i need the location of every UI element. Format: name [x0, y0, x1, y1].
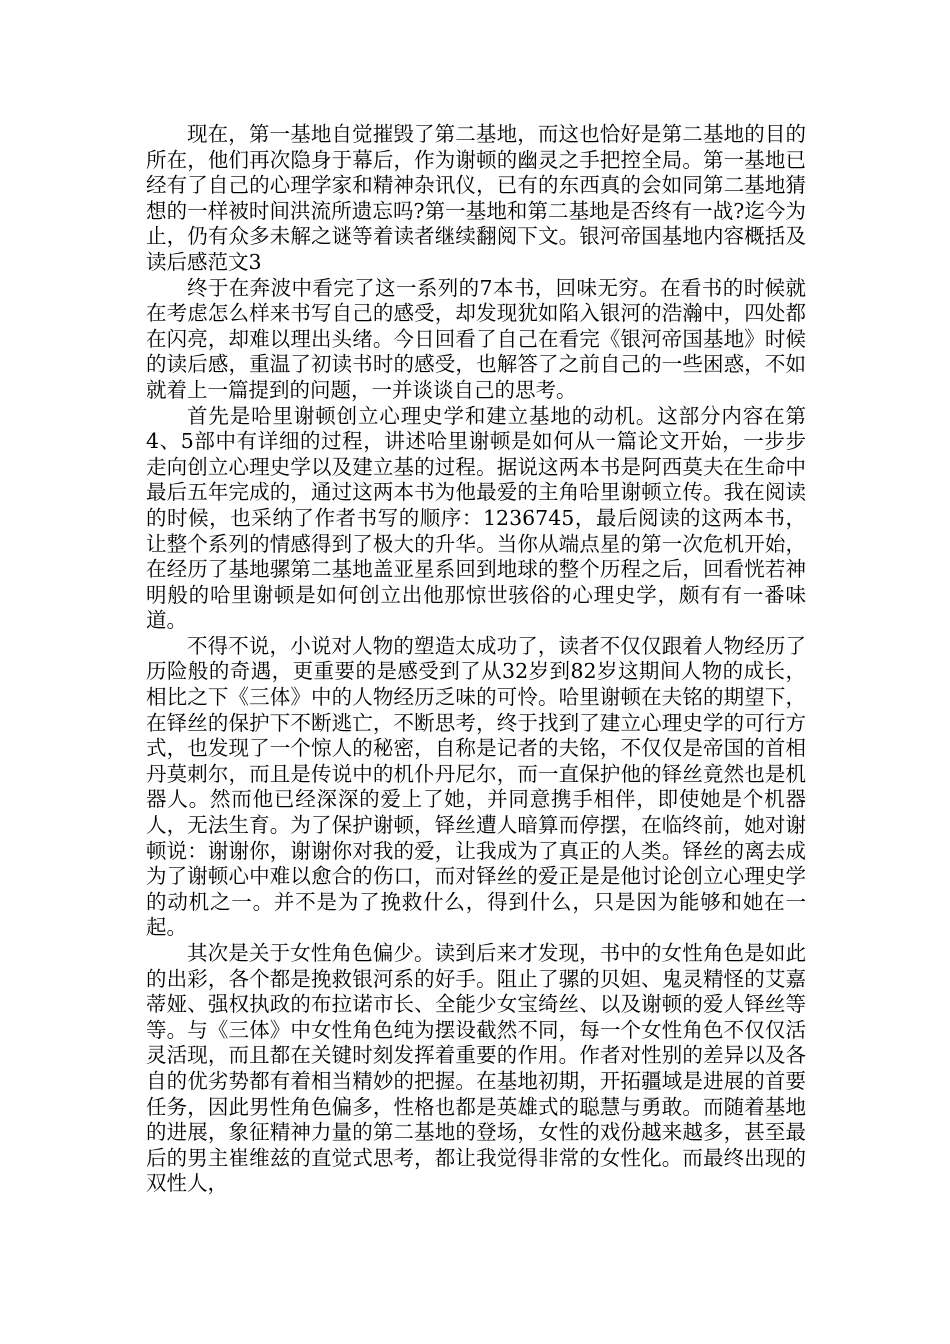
paragraph-1: 现在，第一基地自觉摧毁了第二基地，而这也恰好是第二基地的目的所在，他们再次隐身于幕后，作为谢顿的幽灵之手把控全局。第一基地已经有了自己的心理学家和精神杂讯仪，已有的东西真的会如同第二基地猜想的一样被时间洪流所遗忘吗?第一基地和第二基地是否终有一战?迄今为止，仍有众多未解之谜等着读者继续翻阅下文。银河帝国基地内容概括及读后感范文3 — [146, 122, 806, 274]
paragraph-4: 不得不说，小说对人物的塑造太成功了，读者不仅仅跟着人物经历了历险般的奇遇，更重要的是感受到了从32岁到82岁这期间人物的成长，相比之下《三体》中的人物经历乏味的可怜。哈里谢顿在夫铭的期望下，在铎丝的保护下不断逃亡，不断思考，终于找到了建立心理史学的可行方式，也发现了一个惊人的秘密，自称是记者的夫铭，不仅仅是帝国的首相丹莫刺尔，而且是传说中的机仆丹尼尔，而一直保护他的铎丝竟然也是机器人。然而他已经深深的爱上了她，并同意携手相伴，即使她是个机器人，无法生育。为了保护谢顿，铎丝遭人暗算而停摆，在临终前，她对谢顿说：谢谢你，谢谢你对我的爱，让我成为了真正的人类。铎丝的离去成为了谢顿心中难以愈合的伤口，而对铎丝的爱正是是他讨论创立心理史学的动机之一。并不是为了挽救什么，得到什么，只是因为能够和她在一起。 — [146, 633, 806, 940]
document-page — [146, 122, 806, 1197]
paragraph-3: 首先是哈里谢顿创立心理史学和建立基地的动机。这部分内容在第4、5部中有详细的过程，讲述哈里谢顿是如何从一篇论文开始，一步步走向创立心理史学以及建立基的过程。据说这两本书是阿西莫夫在生命中最后五年完成的，通过这两本书为他最爱的主角哈里谢顿立传。我在阅读的时候，也采纳了作者书写的顺序：1236745，最后阅读的这两本书，让整个系列的情感得到了极大的升华。当你从端点星的第一次危机开始，在经历了基地骡第二基地盖亚星系回到地球的整个历程之后，回看恍若神明般的哈里谢顿是如何创立出他那惊世骇俗的心理史学，颇有有一番味道。 — [146, 403, 806, 633]
paragraph-5: 其次是关于女性角色偏少。读到后来才发现，书中的女性角色是如此的出彩，各个都是挽救银河系的好手。阻止了骡的贝妲、鬼灵精怪的艾嘉蒂娅、强权执政的布拉诺市长、全能少女宝绮丝、以及谢顿的爱人铎丝等等。与《三体》中女性角色纯为摆设截然不同，每一个女性角色不仅仅活灵活现，而且都在关键时刻发挥着重要的作用。作者对性别的差异以及各自的优劣势都有着相当精妙的把握。在基地初期，开拓疆域是进展的首要任务，因此男性角色偏多，性格也都是英雄式的聪慧与勇敢。而随着基地的进展，象征精神力量的第二基地的登场，女性的戏份越来越多，甚至最后的男主崔维兹的直觉式思考，都让我觉得非常的女性化。而最终出现的双性人， — [146, 941, 806, 1196]
paragraph-2: 终于在奔波中看完了这一系列的7本书，回味无穷。在看书的时候就在考虑怎么样来书写自己的感受，却发现犹如陷入银河的浩瀚中，四处都在闪亮，却难以理出头绪。今日回看了自己在看完《银河帝国基地》时候的读后感，重温了初读书时的感受，也解答了之前自己的一些困惑，不如就着上一篇提到的问题，一并谈谈自己的思考。 — [146, 275, 806, 402]
